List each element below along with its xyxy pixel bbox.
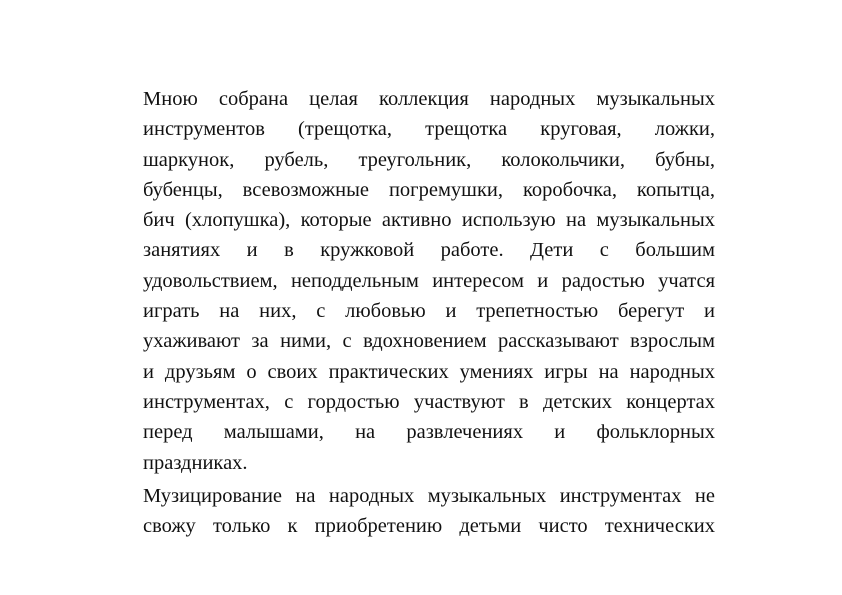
- text-line: играть на них, с любовью и трепетностью берегут и: [143, 300, 715, 323]
- text-line: ухаживают за ними, с вдохновением рассказывают взрослым: [143, 330, 715, 353]
- text-line: свожу только к приобретению детьми чисто технических: [143, 515, 715, 538]
- paragraph-2: [143, 481, 715, 542]
- text-line: удовольствием, неподдельным интересом и радостью учатся: [143, 269, 715, 292]
- text-line: инструментов (трещотка, трещотка круговая, ложки,: [143, 118, 715, 141]
- text-line: шаркунок, рубель, треугольник, колокольчики, бубны,: [143, 148, 715, 171]
- paragraph-1: [143, 84, 715, 478]
- text-line: инструментах, с гордостью участвуют в детских концертах: [143, 390, 715, 413]
- text-line: занятиях и в кружковой работе. Дети с большим: [143, 239, 715, 262]
- text-line: бич (хлопушка), которые активно использую на музыкальных: [143, 209, 715, 232]
- text-line: Мною собрана целая коллекция народных музыкальных: [143, 88, 715, 110]
- text-line: перед малышами, на развлечениях и фольклорных: [143, 421, 715, 444]
- text-line: бубенцы, всевозможные погремушки, коробочка, копытца,: [143, 178, 715, 201]
- text-line: и друзьям о своих практических умениях игры на народных: [143, 360, 715, 383]
- text-line: праздниках.: [143, 451, 248, 474]
- document-body: [143, 84, 715, 541]
- text-line: Музицирование на народных музыкальных инструментах не: [143, 484, 715, 507]
